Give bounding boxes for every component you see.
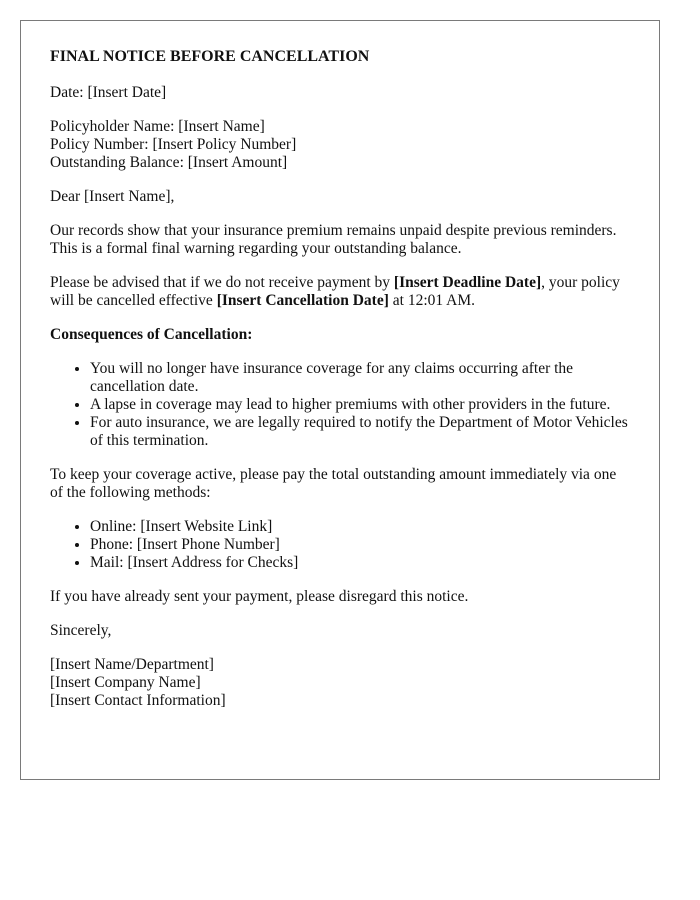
deadline-text-part1: Please be advised that if we do not receive payment by — [50, 274, 394, 291]
deadline-text-part3: at 12:01 AM. — [388, 292, 476, 309]
paragraph-records: Our records show that your insurance premium remains unpaid despite previous reminders. This is a formal final warning regarding your outstanding balance. — [50, 222, 617, 257]
cancellation-date: [Insert Cancellation Date] — [216, 292, 389, 309]
signature-contact-info: [Insert Contact Information] — [50, 692, 226, 709]
paragraph-disregard: If you have already sent your payment, please disregard this notice. — [50, 588, 469, 605]
consequence-item: • For auto insurance, we are legally required to notify the Department of Motor Vehicles of this termination. — [90, 414, 630, 450]
salutation: Dear [Insert Name], — [50, 188, 175, 205]
letter-title: FINAL NOTICE BEFORE CANCELLATION — [50, 48, 370, 65]
closing: Sincerely, — [50, 622, 112, 639]
payment-method-mail: • Mail: [Insert Address for Checks] — [90, 554, 630, 572]
outstanding-balance-line: Outstanding Balance: [Insert Amount] — [50, 154, 288, 171]
policy-number-line: Policy Number: [Insert Policy Number] — [50, 136, 297, 153]
consequence-item: • You will no longer have insurance coverage for any claims occurring after the cancellation date. — [90, 360, 630, 396]
policyholder-name-line: Policyholder Name: [Insert Name] — [50, 118, 265, 135]
signature-name-department: [Insert Name/Department] — [50, 656, 214, 673]
payment-methods-list — [50, 518, 630, 572]
letter-content — [21, 21, 659, 710]
consequences-heading: Consequences of Cancellation: — [50, 326, 253, 343]
signature-block — [50, 656, 630, 710]
payment-method-online: • Online: [Insert Website Link] — [90, 518, 630, 536]
deadline-text-part2: , your policy will be cancelled effective — [50, 274, 620, 309]
signature-company-name: [Insert Company Name] — [50, 674, 201, 691]
consequence-item: • A lapse in coverage may lead to higher premiums with other providers in the future. — [90, 396, 630, 414]
letter-page — [20, 20, 660, 780]
paragraph-deadline — [50, 274, 630, 310]
payment-method-phone: • Phone: [Insert Phone Number] — [90, 536, 630, 554]
consequences-list — [50, 360, 630, 450]
date-line: Date: [Insert Date] — [50, 84, 167, 101]
paragraph-payment: To keep your coverage active, please pay the total outstanding amount immediately via one of the following methods: — [50, 466, 617, 501]
deadline-date: [Insert Deadline Date] — [393, 274, 542, 291]
policy-info — [50, 118, 630, 172]
